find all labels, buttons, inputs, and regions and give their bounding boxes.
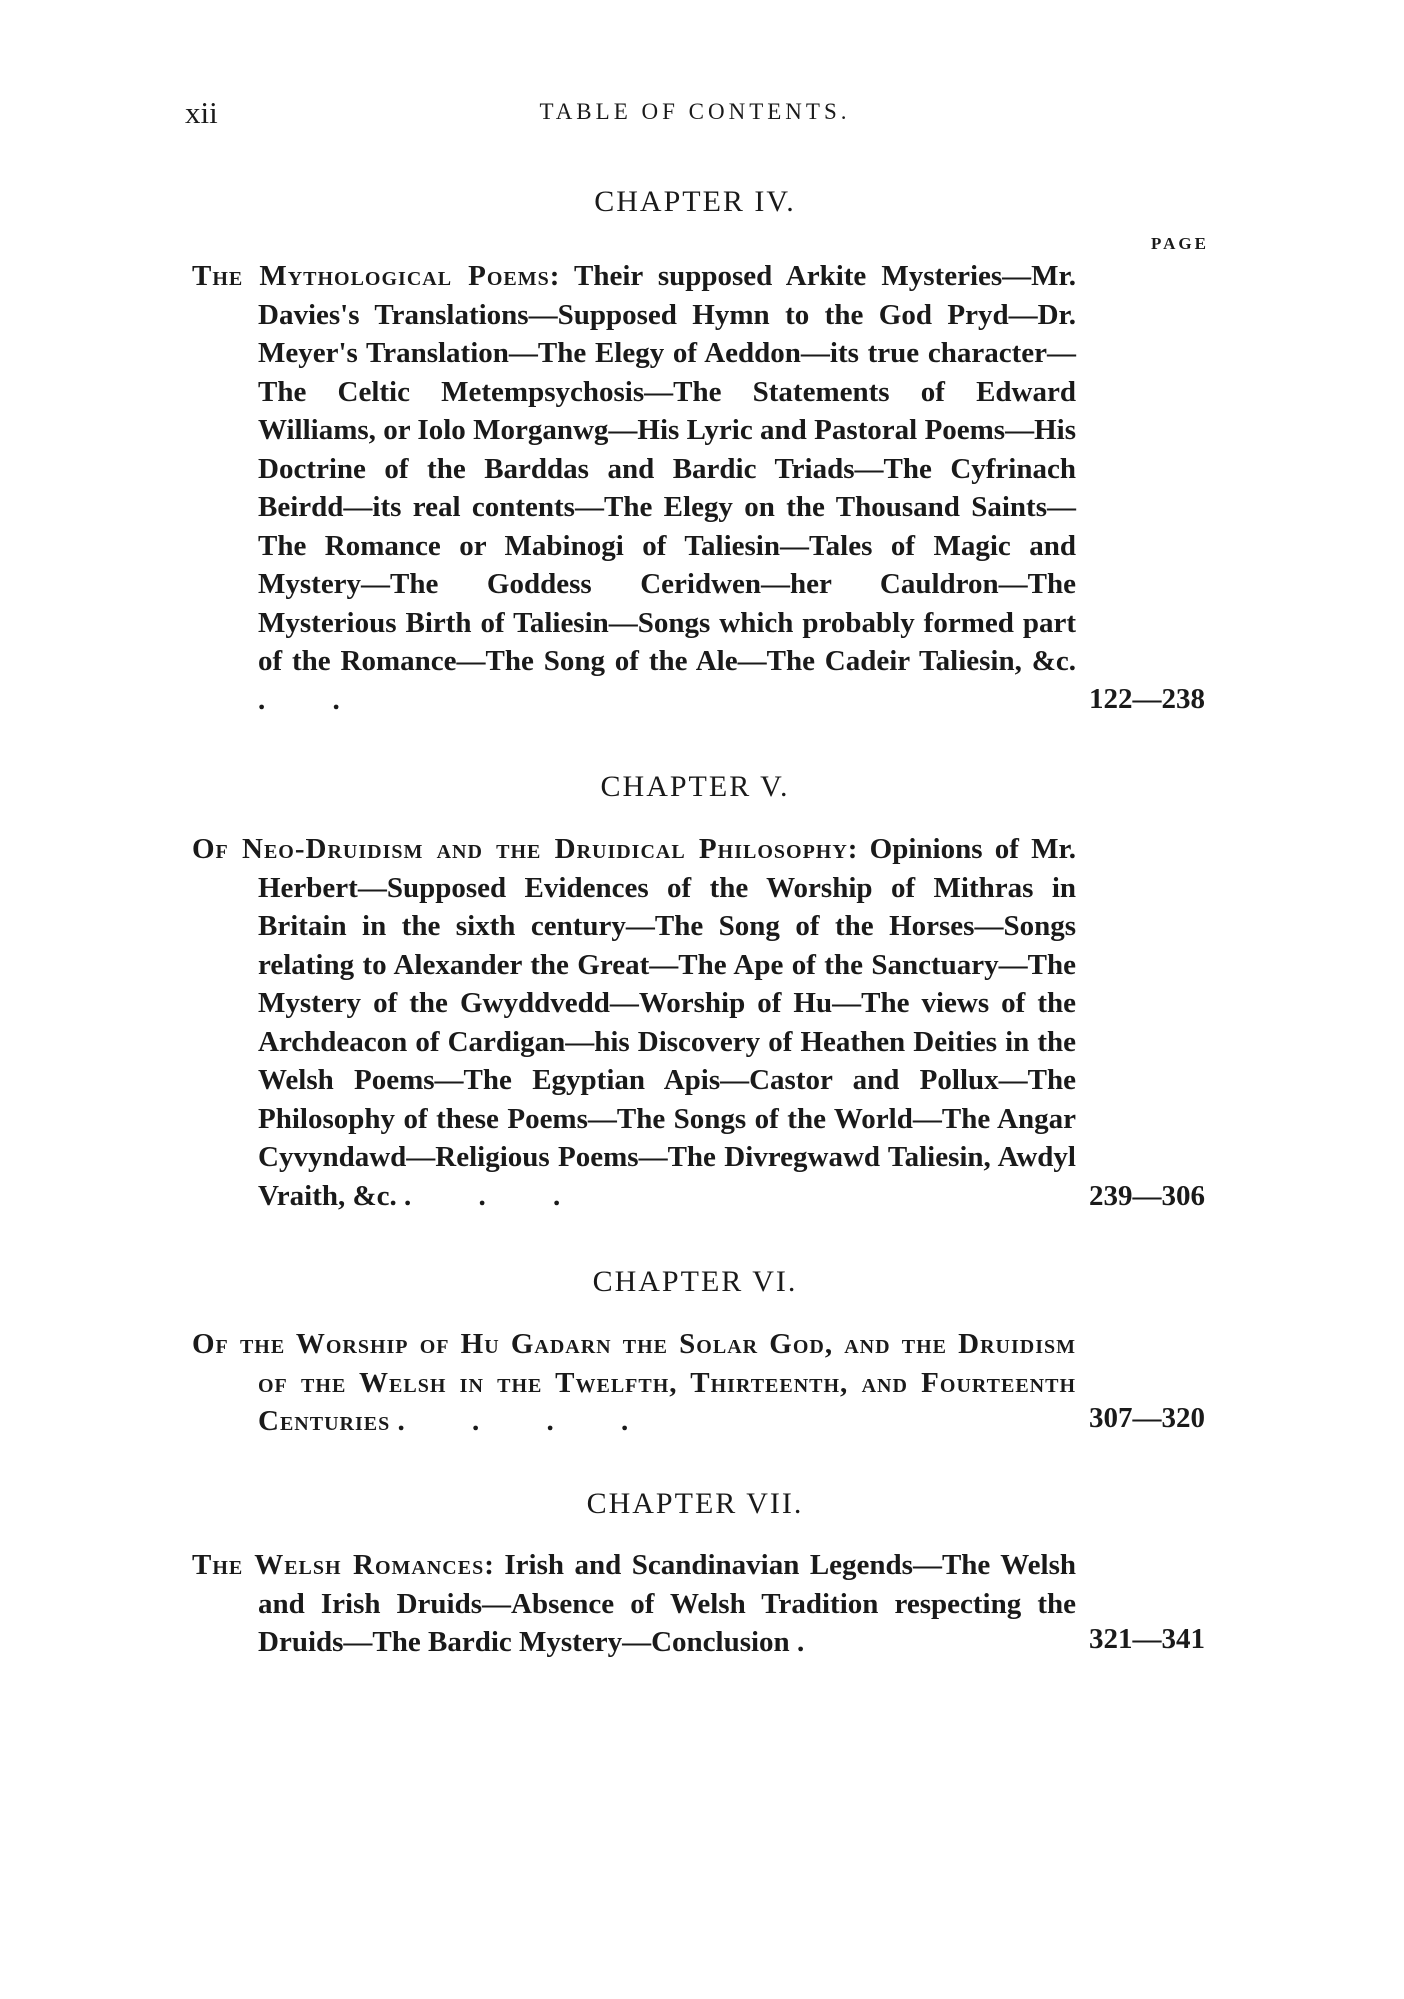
page-range: 239—306	[1089, 1180, 1205, 1212]
page-range: 321—341	[1089, 1623, 1205, 1655]
chapter-summary	[192, 257, 1076, 719]
chapter-heading: CHAPTER VII.	[586, 1487, 804, 1520]
chapter-contents: : Their supposed Arkite Mysteries—Mr. Davies's Translations—Supposed Hymn to the God Pryd—Dr. Meyer's Translation—The Elegy of Aeddon—its true character—The Celtic Metempsychosis—The Statements of Edward Williams, or Iolo Morganwg—His Lyric and Pastoral Poems—His Doctrine of the Barddas and Bardic Triads—The Cyfrinach Beirdd—its real contents—The Elegy on the Thousand Saints—The Romance or Mabinogi of Taliesin—Tales of Magic and Mystery—The Goddess Ceridwen—her Cauldron—The Mysterious Birth of Taliesin—Songs which probably formed part of the Romance—The Song of the Ale—The Cadeir Taliesin, &c.	[258, 260, 1076, 677]
chapter-heading: CHAPTER VI.	[592, 1265, 798, 1298]
dot-leader: . . .	[404, 1179, 591, 1212]
chapter-contents: : Irish and Scandinavian Legends—The Welsh and Irish Druids—Absence of Welsh Tradition respecting the Druids—The Bardic Mystery—Conclusion	[258, 1549, 1076, 1658]
running-title: TABLE OF CONTENTS.	[539, 99, 851, 124]
chapter-title: Of Neo-Druidism and the Druidical Philosophy	[192, 833, 848, 865]
dot-leader: . .	[258, 683, 370, 716]
chapter-title: The Welsh Romances	[192, 1549, 485, 1581]
chapter-summary	[192, 830, 1076, 1215]
page-range: 122—238	[1089, 683, 1205, 715]
chapter-heading: CHAPTER IV.	[594, 185, 796, 218]
dot-leader: . . . .	[397, 1405, 659, 1437]
page-column-label: PAGE	[1151, 234, 1209, 253]
dot-leader: .	[796, 1626, 835, 1658]
chapter-heading: CHAPTER V.	[600, 770, 790, 803]
running-head	[185, 95, 1205, 135]
chapter-title: Of the Worship of Hu Gadarn the Solar God, and the Druidism of the Welsh in the Twelfth, Thirteenth, and Fourteenth Centuries	[192, 1328, 1076, 1437]
chapter-summary	[192, 1325, 1076, 1441]
chapter-summary	[192, 1546, 1076, 1662]
page-range: 307—320	[1089, 1402, 1205, 1434]
chapter-contents: : Opinions of Mr. Herbert—Supposed Evidences of the Worship of Mithras in Britain in the sixth century—The Song of the Horses—Songs relating to Alexander the Great—The Ape of the Sanctuary—The Mystery of the Gwyddvedd—Worship of Hu—The views of the Archdeacon of Cardigan—his Discovery of Heathen Deities in the Welsh Poems—The Egyptian Apis—Castor and Pollux—The Philosophy of these Poems—The Songs of the World—The Angar Cyvyndawd—Religious Poems—The Divregwawd Taliesin, Awdyl Vraith, &c.	[258, 833, 1076, 1212]
page-number: xii	[185, 95, 218, 130]
chapter-title: The Mythological Poems	[192, 260, 550, 292]
